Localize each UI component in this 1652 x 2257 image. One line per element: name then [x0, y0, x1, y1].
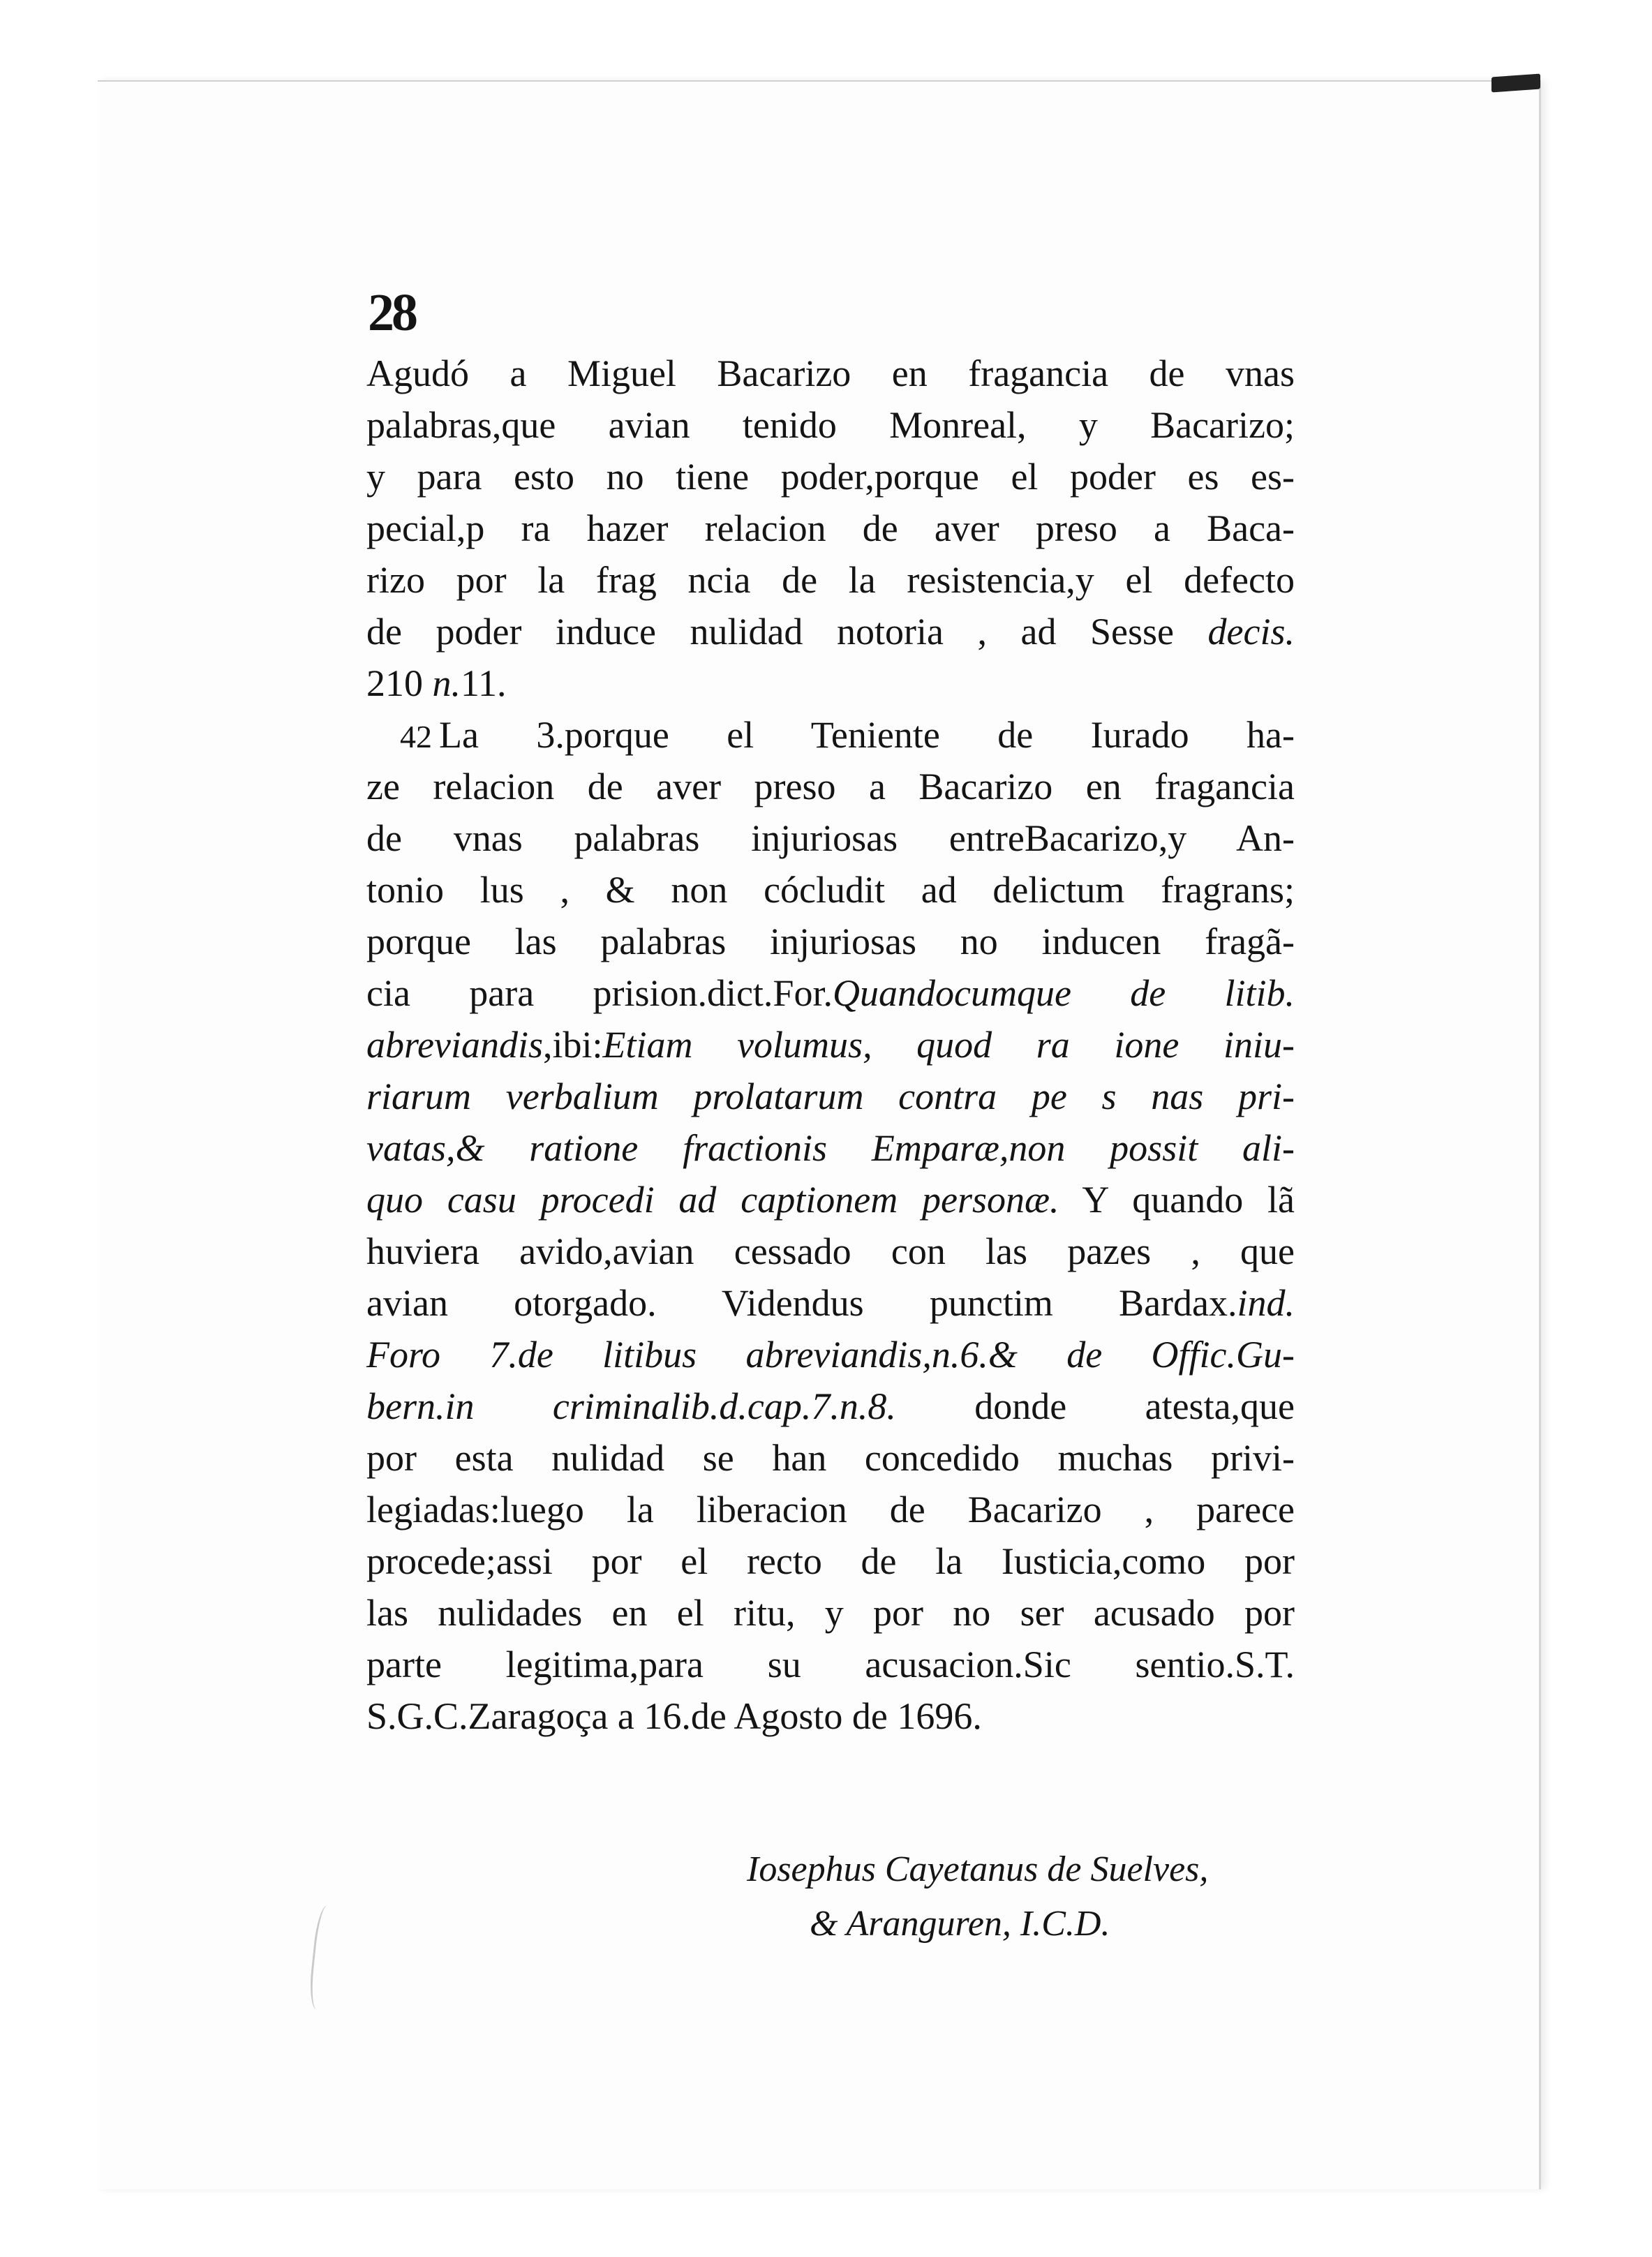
page-number: 28 — [368, 283, 415, 342]
text-line: por esta nulidad se han concedido muchas privi- — [366, 1437, 1295, 1479]
text-line: Foro 7.de litibus abreviandis,n.6.& de Offic.Gu- — [366, 1334, 1295, 1376]
text-line — [366, 1380, 1295, 1432]
citation-italic: decis. — [1207, 611, 1295, 653]
paragraph-number: 42 — [400, 719, 432, 754]
citation-italic: Etiam volumus, quod ra ione iniu- — [602, 1024, 1295, 1066]
text-line — [366, 1174, 1295, 1226]
text-line — [366, 1277, 1295, 1329]
body-text — [366, 348, 1295, 1742]
text-span: La 3.porque el Teniente de Iurado ha- — [439, 714, 1295, 756]
text-span: 210 — [366, 662, 423, 704]
text-line: palabras,que avian tenido Monreal, y Bacarizo; — [366, 404, 1295, 446]
text-line: y para esto no tiene poder,porque el poder es es- — [366, 456, 1295, 498]
citation-italic: bern.in criminalib.d.cap.7.n.8. — [366, 1385, 896, 1427]
text-span: cia para prision.dict.For. — [366, 972, 833, 1014]
citation-italic: n. — [432, 662, 461, 704]
text-line: ze relacion de aver preso a Bacarizo en fragancia — [366, 766, 1295, 807]
text-line: de vnas palabras injuriosas entreBacarizo,y An- — [366, 817, 1295, 859]
text-span: avian otorgado. Videndus punctim Bardax. — [366, 1282, 1237, 1324]
text-line: Agudó a Miguel Bacarizo en fragancia de vnas — [366, 352, 1295, 394]
text-span: donde atesta,que — [974, 1385, 1295, 1427]
text-line: parte legitima,para su acusacion.Sic sentio.S.T. — [366, 1644, 1295, 1685]
signature-block — [747, 1842, 1305, 1951]
text-line — [366, 709, 1295, 761]
text-line: S.G.C.Zaragoça a 16.de Agosto de 1696. — [366, 1695, 982, 1737]
text-line: tonio lus , & non cócludit ad delictum fragrans; — [366, 869, 1295, 911]
text-line: riarum verbalium prolatarum contra pe s nas pri- — [366, 1075, 1295, 1117]
signature-line: Iosephus Cayetanus de Suelves, — [747, 1849, 1209, 1889]
text-line — [366, 606, 1295, 657]
text-span: Y quando lã — [1082, 1179, 1295, 1221]
text-line: pecial,p ra hazer relacion de aver preso a Baca- — [366, 507, 1295, 549]
text-line: vatas,& ratione fractionis Emparæ,non possit ali- — [366, 1127, 1295, 1169]
text-span: 11. — [461, 662, 507, 704]
text-line — [366, 657, 1295, 709]
citation-italic: abreviandis — [366, 1024, 543, 1066]
text-line: las nulidades en el ritu, y por no ser acusado por — [366, 1592, 1295, 1634]
text-span: de poder induce nulidad notoria , ad Sesse — [366, 611, 1174, 653]
citation-italic: quo casu procedi ad captionem personæ. — [366, 1179, 1059, 1221]
text-line — [366, 967, 1295, 1019]
text-line: rizo por la frag ncia de la resistencia,y el defecto — [366, 559, 1295, 601]
text-line: legiadas:luego la liberacion de Bacarizo , parece — [366, 1489, 1295, 1530]
text-line: porque las palabras injuriosas no inducen fragã- — [366, 921, 1295, 962]
citation-italic: Quandocumque de litib. — [832, 972, 1295, 1014]
text-span: ,ibi: — [542, 1024, 603, 1066]
signature-line: & Aranguren, I.C.D. — [810, 1904, 1110, 1944]
citation-italic: ind. — [1237, 1282, 1295, 1324]
text-line: procede;assi por el recto de la Iusticia,como por — [366, 1540, 1295, 1582]
text-line — [366, 1019, 1295, 1071]
text-line: huviera avido,avian cessado con las pazes , que — [366, 1230, 1295, 1272]
